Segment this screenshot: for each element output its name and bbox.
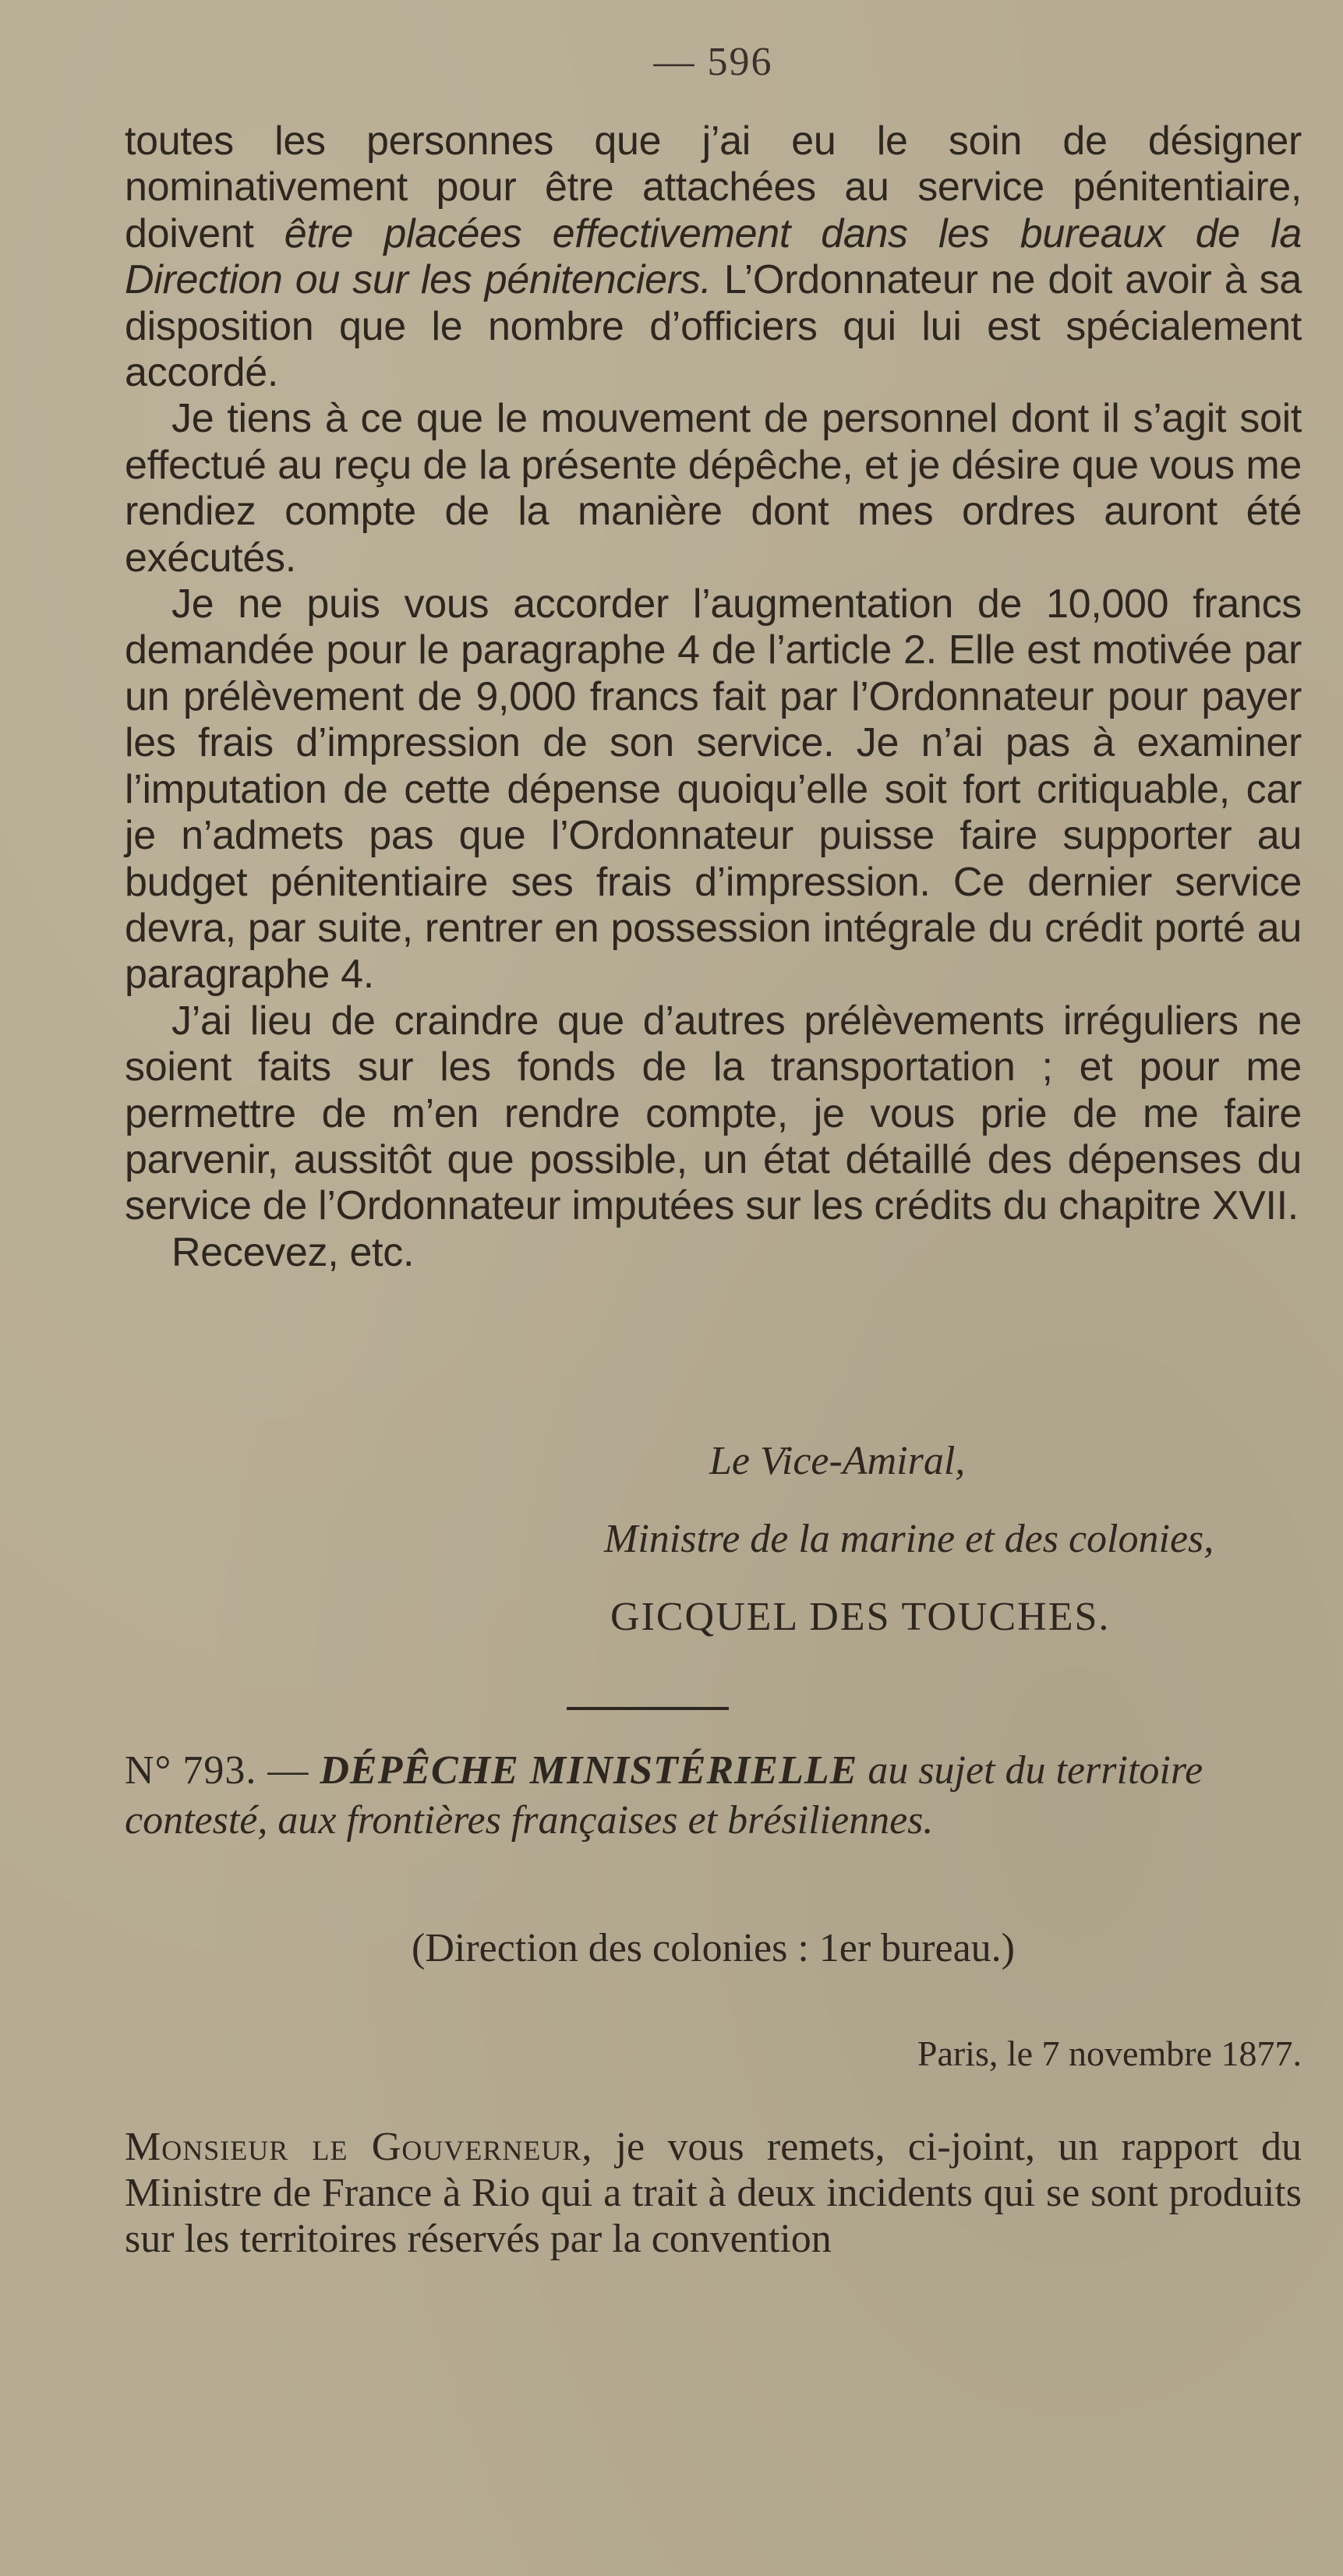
document-number: N° 793. — <box>125 1748 320 1793</box>
page-number: — 596 <box>653 40 773 84</box>
paragraph-4: J’ai lieu de craindre que d’autres prélèvements irréguliers ne soient faits sur les fonds de la transportation ; et pour me permettre de m’en rendre compte, je vous prie de me faire parvenir, aussitôt que possible, un état détaillé des dépenses du service de l’Ordonnateur imputées sur les crédits du chapitre XVII. <box>125 998 1302 1229</box>
signature-title: Ministre de la marine et des colonies, <box>604 1517 1214 1561</box>
document-subject: au sujet du territoire contesté, aux frontières françaises et brésiliennes. <box>125 1748 1203 1843</box>
paragraph-2: Je tiens à ce que le mouvement de personnel dont il s’agit soit effectué au reçu de la présente dépêche, et je désire que vous me rendiez compte de la manière dont mes ordres auront été exécutés. <box>125 396 1302 581</box>
direction-line: (Direction des colonies : 1er bureau.) <box>412 1926 1015 1970</box>
paragraph-5: Recevez, etc. <box>171 1229 415 1275</box>
paragraph-1-text-after: L’Ordonnateur ne doit avoir à sa disposition que le nombre d’officiers qui lui est spécialement accordé. <box>125 257 1302 396</box>
paragraph-3: Je ne puis vous accorder l’augmentation de 10,000 francs demandée pour le paragraphe 4 de l’article 2. Elle est motivée par un prélèvement de 9,000 francs fait par l’Ordonnateur pour payer les frais d’impression de son service. Je n’ai pas à examiner l’imputation de cette dépense quoiqu’elle soit fort critiquable, car je n’admets pas que l’Ordonnateur puisse faire supporter au budget pénitentiaire ses frais d’impression. Ce dernier service devra, par suite, rentrer en possession intégrale du crédit porté au paragraphe 4. <box>125 581 1302 998</box>
paragraph-1-text-before: toutes les personnes que j’ai eu le soin de désigner nominativement pour être attachées au service pénitentiaire, doivent <box>125 118 1302 256</box>
signature-name: GICQUEL DES TOUCHES. <box>610 1595 1111 1639</box>
letter-opening <box>125 2124 1302 2262</box>
paragraph-1 <box>125 118 1302 396</box>
opening-paragraph <box>125 2124 1302 2262</box>
paragraph-1-italic: être placées effectivement dans les bureaux de la Direction ou sur les pénitenciers. <box>125 210 1302 303</box>
date-line: Paris, le 7 novembre 1877. <box>917 2034 1302 2073</box>
document-title: DÉPÊCHE MINISTÉRIELLE <box>320 1748 858 1793</box>
section-divider <box>567 1707 729 1710</box>
document-heading <box>125 1746 1302 1846</box>
letter-body <box>125 118 1302 1276</box>
signature-rank: Le Vice-Amiral, <box>709 1439 966 1483</box>
opening-text: je vous remets, ci-joint, un rapport du Ministre de France à Rio qui a trait à deux incidents qui se sont produits sur les territoires réservés par la convention <box>125 2125 1302 2261</box>
salutation: Monsieur le Gouverneur, <box>125 2125 593 2169</box>
